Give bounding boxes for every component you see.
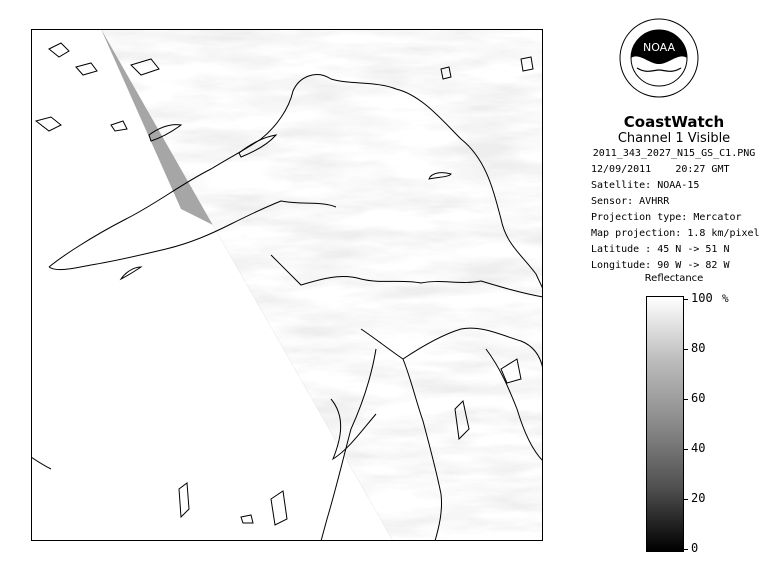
colorbar-tick xyxy=(683,349,688,350)
date-text: 12/09/2011 xyxy=(591,164,652,175)
date-time xyxy=(591,164,730,175)
colorbar-tick-label: 60 xyxy=(691,391,706,405)
projection-type: Projection type: Mercator xyxy=(591,212,742,223)
colorbar-tick-label: 40 xyxy=(691,441,706,455)
colorbar xyxy=(646,296,684,552)
colorbar-tick xyxy=(683,549,688,550)
colorbar-tick xyxy=(683,299,688,300)
sensor-info: Sensor: AVHRR xyxy=(591,196,670,207)
logo-text: NOAA xyxy=(642,41,676,54)
satellite-info: Satellite: NOAA-15 xyxy=(591,180,700,191)
channel-label: Channel 1 Visible xyxy=(617,131,731,146)
colorbar-unit: % xyxy=(722,292,729,305)
longitude-range: Longitude: 90 W -> 82 W xyxy=(591,260,730,271)
app-title: CoastWatch xyxy=(623,113,725,131)
latitude-range: Latitude : 45 N -> 51 N xyxy=(591,244,730,255)
file-name: 2011_343_2027_N15_GS_C1.PNG xyxy=(592,148,756,159)
satellite-map xyxy=(31,29,543,541)
colorbar-tick xyxy=(683,499,688,500)
colorbar-tick-label: 100 xyxy=(691,291,713,305)
colorbar-label: Reflectance xyxy=(644,273,704,284)
colorbar-tick-label: 80 xyxy=(691,341,706,355)
time-text: 20:27 GMT xyxy=(675,164,730,175)
colorbar-tick xyxy=(683,399,688,400)
map-projection: Map projection: 1.8 km/pixel xyxy=(591,228,760,239)
colorbar-tick-label: 20 xyxy=(691,491,706,505)
colorbar-tick-label: 0 xyxy=(691,541,699,555)
noaa-logo xyxy=(619,18,699,98)
colorbar-tick xyxy=(683,449,688,450)
